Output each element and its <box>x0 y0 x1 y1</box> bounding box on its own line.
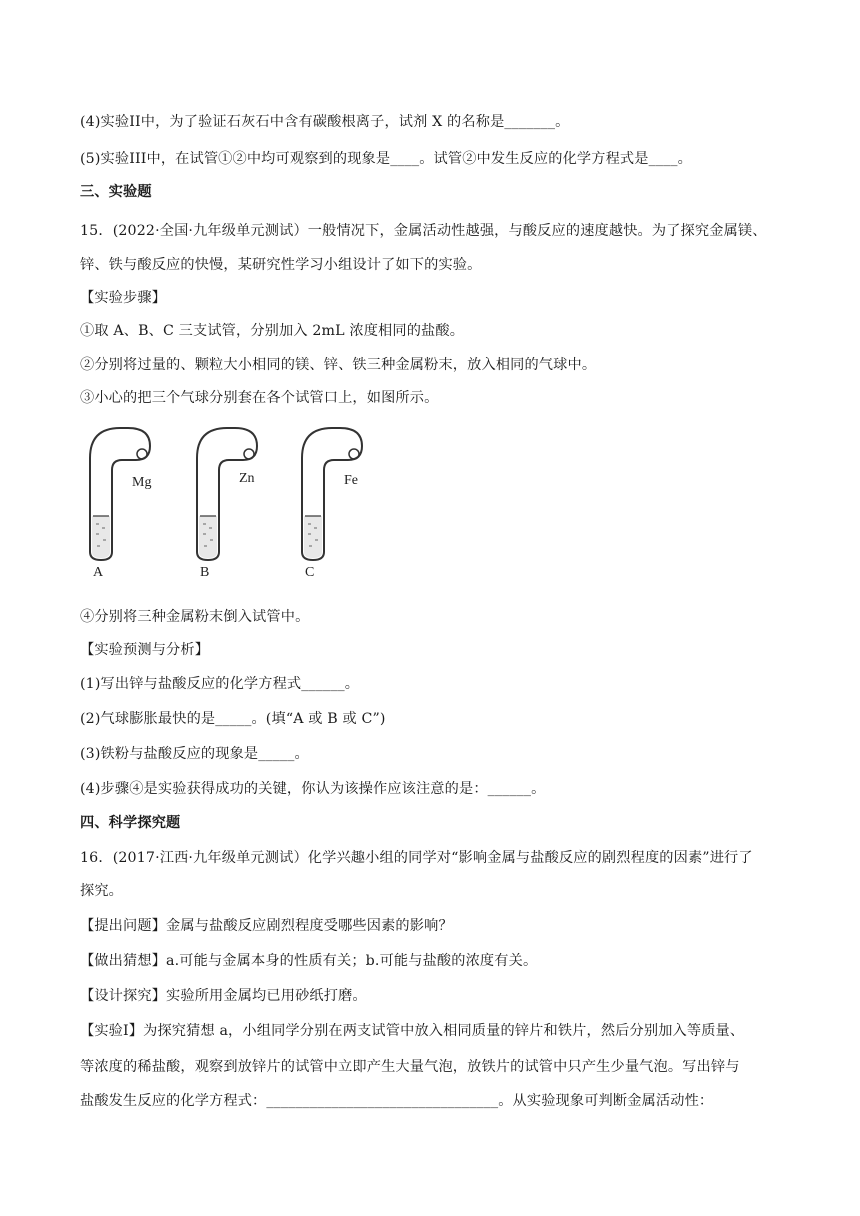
metal-powder-c <box>349 449 359 459</box>
test-tube-c <box>302 428 362 580</box>
question-15-stem-line-2: 锌、铁与酸反应的快慢，某研究性学习小组设计了如下的实验。 <box>80 257 482 273</box>
metal-powder-a <box>137 449 147 459</box>
tube-label-b: B <box>200 565 210 580</box>
analysis-question-2: (2)气球膨胀最快的是_____。(填“A 或 B 或 C”) <box>80 711 386 727</box>
step-4: ④分别将三种金属粉末倒入试管中。 <box>80 609 310 625</box>
tube-label-c: C <box>305 565 315 580</box>
test-tube-a <box>90 428 151 580</box>
hypothesis: 【做出猜想】a.可能与金属本身的性质有关；b.可能与盐酸的浓度有关。 <box>80 953 538 969</box>
question-16-stem-line-1: 16．(2017·江西·九年级单元测试）化学兴趣小组的同学对“影响金属与盐酸反应的剧烈程度的因素”进行了 <box>80 850 753 866</box>
step-1: ①取 A、B、C 三支试管，分别加入 2mL 浓度相同的盐酸。 <box>80 323 465 339</box>
experiment-steps-heading: 【实验步骤】 <box>80 290 167 306</box>
raise-question: 【提出问题】金属与盐酸反应剧烈程度受哪些因素的影响？ <box>80 918 453 934</box>
metal-label-a: Mg <box>132 475 152 490</box>
question-14-part-5: (5)实验III中，在试管①②中均可观察到的现象是____。试管②中发生反应的化学方程式是____。 <box>80 151 692 167</box>
metal-label-c: Fe <box>344 473 358 488</box>
test-tube-balloon-figure <box>78 420 378 585</box>
experiment-1-line-2: 等浓度的稀盐酸，观察到放锌片的试管中立即产生大量气泡，放铁片的试管中只产生少量气泡。写出锌与 <box>80 1059 740 1075</box>
step-2: ②分别将过量的、颗粒大小相同的镁、锌、铁三种金属粉末，放入相同的气球中。 <box>80 357 597 373</box>
analysis-question-4: (4)步骤④是实验获得成功的关键，你认为该操作应该注意的是：______。 <box>80 781 546 797</box>
experiment-1-line-3: 盐酸发生反应的化学方程式：________________________________。从实验现象可判断金属活动性： <box>80 1093 714 1109</box>
analysis-question-1: (1)写出锌与盐酸反应的化学方程式______。 <box>80 676 360 692</box>
test-tube-b <box>197 428 257 580</box>
step-3: ③小心的把三个气球分别套在各个试管口上，如图所示。 <box>80 390 439 406</box>
section-heading-experiment: 三、实验题 <box>80 184 152 200</box>
metal-label-b: Zn <box>239 471 255 486</box>
analysis-question-3: (3)铁粉与盐酸反应的现象是_____。 <box>80 746 309 762</box>
tube-label-a: A <box>93 565 104 580</box>
experiment-1-line-1: 【实验I】为探究猜想 a，小组同学分别在两支试管中放入相同质量的锌片和铁片，然后分别加入等质量、 <box>80 1023 745 1039</box>
question-16-stem-line-2: 探究。 <box>80 883 124 899</box>
design-inquiry: 【设计探究】实验所用金属均已用砂纸打磨。 <box>80 988 367 1004</box>
analysis-heading: 【实验预测与分析】 <box>80 642 210 658</box>
question-15-stem-line-1: 15．(2022·全国·九年级单元测试）一般情况下，金属活动性越强，与酸反应的速度越快。为了探究金属镁、 <box>80 223 767 239</box>
metal-powder-b <box>244 449 254 459</box>
question-14-part-4: (4)实验II中，为了验证石灰石中含有碳酸根离子，试剂 X 的名称是_______。 <box>80 114 570 130</box>
section-heading-inquiry: 四、科学探究题 <box>80 815 181 831</box>
